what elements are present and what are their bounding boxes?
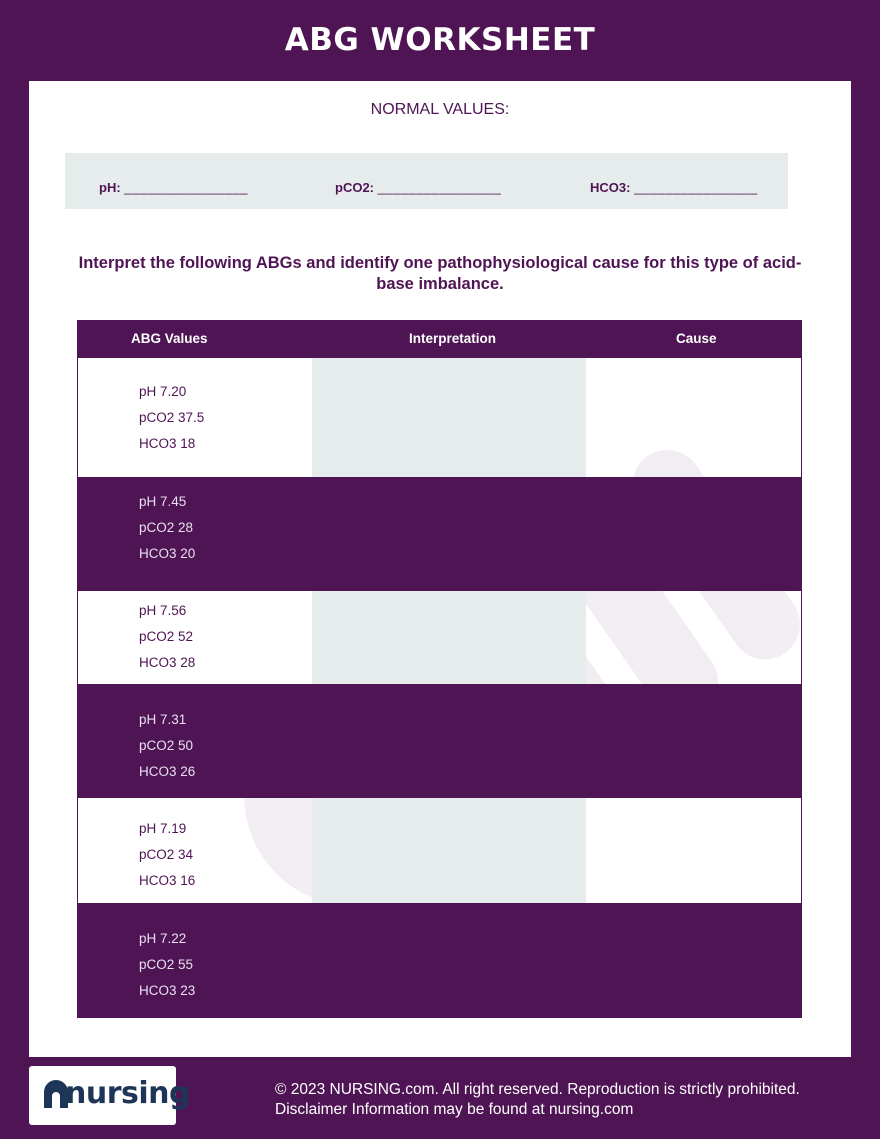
abg-table bbox=[77, 320, 802, 1018]
ph-value: pH 7.31 bbox=[139, 712, 187, 727]
table-row bbox=[78, 798, 801, 903]
disclaimer-line: Disclaimer Information may be found at nursing.com bbox=[275, 1101, 634, 1118]
ph-value: pH 7.45 bbox=[139, 494, 187, 509]
worksheet-sheet bbox=[29, 81, 851, 1057]
instructions-text: Interpret the following ABGs and identify one pathophysiological cause for this type of acid-base imbalance. bbox=[78, 254, 802, 293]
ph-value: pH 7.56 bbox=[139, 603, 187, 618]
ph-value: pH 7.20 bbox=[139, 384, 187, 399]
normal-values-title: NORMAL VALUES: bbox=[370, 101, 510, 118]
copyright-line: © 2023 NURSING.com. All right reserved. Reproduction is strictly prohibited. bbox=[275, 1081, 800, 1098]
table-row bbox=[78, 477, 801, 591]
abg-values-cell bbox=[139, 707, 195, 784]
abg-values-cell bbox=[139, 598, 195, 675]
table-row bbox=[78, 684, 801, 798]
header-abg-values: ABG Values bbox=[131, 331, 208, 346]
pco2-value: pCO2 52 bbox=[139, 628, 194, 644]
abg-values-cell bbox=[139, 926, 195, 1003]
interpretation-cell[interactable] bbox=[312, 798, 586, 903]
abg-values-cell bbox=[139, 816, 195, 893]
pco2-normal-field[interactable] bbox=[335, 180, 501, 195]
header-interpretation: Interpretation bbox=[409, 331, 497, 346]
hco3-blank: ________________ bbox=[634, 180, 758, 195]
ph-value: pH 7.22 bbox=[139, 931, 187, 946]
hco3-value: HCO3 23 bbox=[139, 982, 196, 998]
table-header bbox=[78, 321, 801, 358]
hco3-value: HCO3 18 bbox=[139, 435, 196, 451]
table-row bbox=[78, 358, 801, 477]
hco3-value: HCO3 16 bbox=[139, 872, 196, 888]
nursing-logo[interactable] bbox=[29, 1066, 190, 1125]
ph-value: pH 7.19 bbox=[139, 821, 187, 836]
pco2-value: pCO2 28 bbox=[139, 519, 194, 535]
table-row bbox=[78, 591, 801, 684]
footer-copyright bbox=[275, 1080, 800, 1120]
hco3-value: HCO3 26 bbox=[139, 763, 196, 779]
pco2-value: pCO2 34 bbox=[139, 846, 194, 862]
hco3-value: HCO3 28 bbox=[139, 654, 196, 670]
table-row bbox=[78, 903, 801, 1017]
hco3-normal-field[interactable] bbox=[590, 180, 758, 195]
abg-values-cell bbox=[139, 379, 204, 456]
pco2-value: pCO2 37.5 bbox=[139, 409, 205, 425]
pco2-label: pCO2: bbox=[335, 180, 374, 195]
interpretation-cell[interactable] bbox=[312, 358, 586, 477]
normal-values-box bbox=[65, 153, 788, 209]
ph-label: pH: bbox=[99, 180, 121, 195]
ph-normal-field[interactable] bbox=[99, 180, 248, 195]
hco3-value: HCO3 20 bbox=[139, 545, 196, 561]
ph-blank: ________________ bbox=[124, 180, 248, 195]
worksheet-title: ABG WORKSHEET bbox=[284, 22, 596, 58]
pco2-value: pCO2 50 bbox=[139, 737, 194, 753]
header-cause: Cause bbox=[676, 331, 717, 346]
pco2-value: pCO2 55 bbox=[139, 956, 194, 972]
logo-text: nursing bbox=[65, 1076, 190, 1111]
pco2-blank: ________________ bbox=[377, 180, 502, 195]
abg-values-cell bbox=[139, 489, 195, 566]
hco3-label: HCO3: bbox=[590, 180, 631, 195]
interpretation-cell[interactable] bbox=[312, 591, 586, 684]
